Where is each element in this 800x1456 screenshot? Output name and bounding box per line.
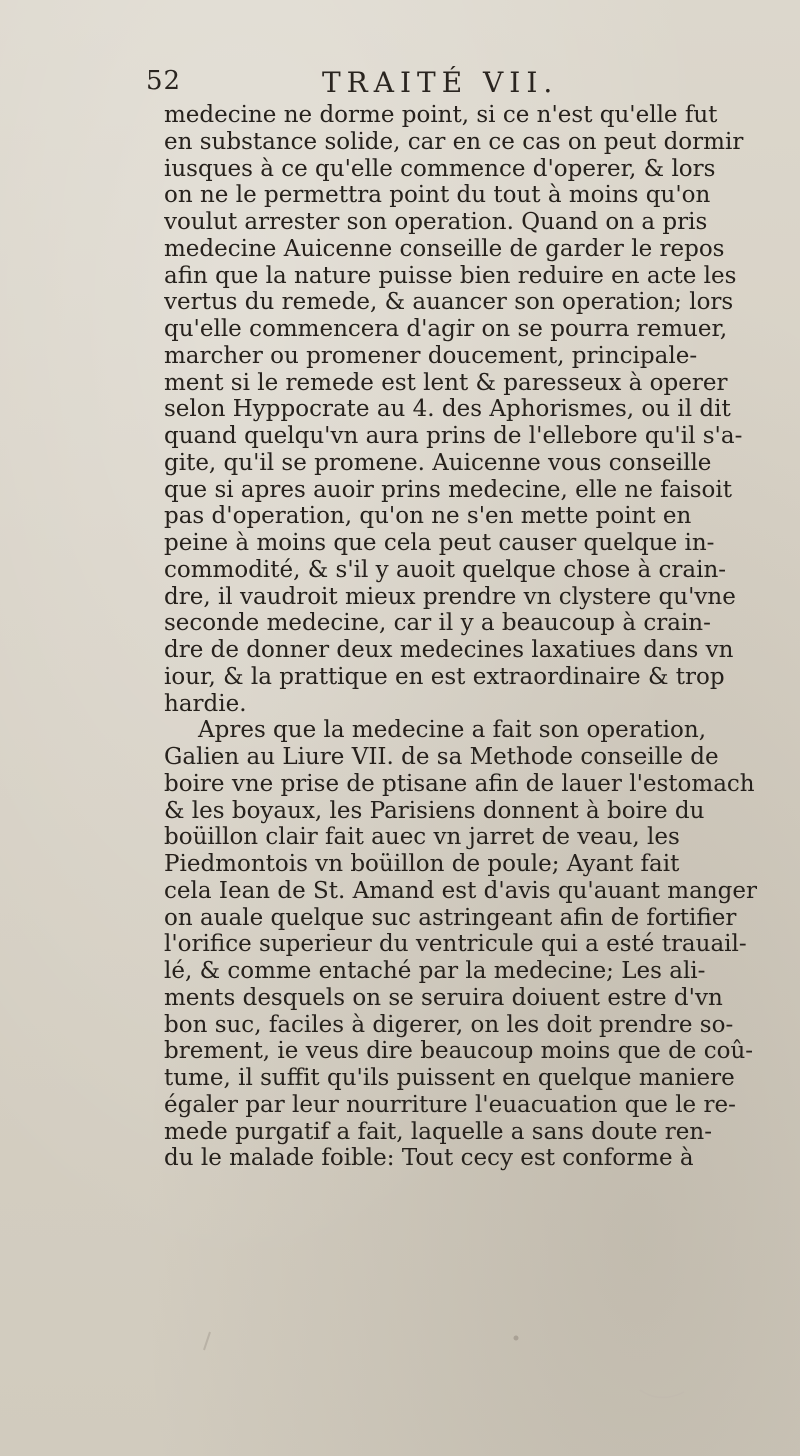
text-line: égaler par leur nourriture l'euacuation que le re- <box>164 1091 736 1118</box>
text-line: seconde medecine, car il y a beaucoup à crain- <box>164 610 711 637</box>
text-line: Galien au Liure VII. de sa Methode conseille de <box>164 744 719 770</box>
text-line: gite, qu'il se promene. Auicenne vous conseille <box>164 449 712 476</box>
text-line: pas d'operation, qu'on ne s'en mette point en <box>164 503 692 530</box>
text-line: selon Hyppocrate au 4. des Aphorismes, ou il dit <box>164 396 731 423</box>
text-line: brement, ie veus dire beaucoup moins que de coû- <box>164 1038 754 1065</box>
text-line: boire vne prise de ptisane afin de lauer l'estomach <box>164 770 755 797</box>
text-line: que si apres auoir prins medecine, elle ne faisoit <box>164 476 732 503</box>
text-line: iusques à ce qu'elle commence d'operer, & lors <box>164 155 716 182</box>
text-line: dre de donner deux medecines laxatiues dans vn <box>164 637 734 663</box>
text-line: afin que la nature puisse bien reduire en acte les <box>164 262 737 289</box>
text-line: Piedmontois vn boüillon de poule; Ayant fait <box>164 851 680 877</box>
text-line: iour, & la prattique en est extraordinaire & trop <box>164 663 725 690</box>
paper-marks <box>0 1320 800 1440</box>
text-line: & les boyaux, les Parisiens donnent à boire du <box>164 797 705 824</box>
paragraph-start-line: Apres que la medecine a fait son operation, <box>198 717 707 744</box>
text-line: ment si le remede est lent & paresseux à operer <box>164 369 728 396</box>
text-line: cela Iean de St. Amand est d'avis qu'auant manger <box>164 877 757 904</box>
text-line: commodité, & s'il y auoit quelque chose à crain- <box>164 556 727 583</box>
text-line: bon suc, faciles à digerer, on les doit prendre so- <box>164 1011 734 1038</box>
text-line: boüillon clair fait auec vn jarret de veau, les <box>164 824 680 851</box>
text-line: quand quelqu'vn aura prins de l'ellebore qu'il s'a- <box>164 423 743 449</box>
text-line: qu'elle commencera d'agir on se pourra remuer, <box>164 316 728 342</box>
text-line: peine à moins que cela peut causer quelque in- <box>164 530 715 556</box>
text-line: marcher ou promener doucement, principale- <box>164 342 698 369</box>
running-head: TRAITÉ VII. <box>322 66 559 99</box>
body-text <box>164 102 796 1172</box>
text-line: tume, il suffit qu'ils puissent en quelque maniere <box>164 1065 735 1091</box>
text-line: l'orifice superieur du ventricule qui a esté trauail- <box>164 931 747 958</box>
text-line: lé, & comme entaché par la medecine; Les ali- <box>164 958 706 984</box>
text-line: on auale quelque suc astringeant afin de fortifier <box>164 904 737 931</box>
text-line: mede purgatif a fait, laquelle a sans doute ren- <box>164 1118 712 1145</box>
text-line: medecine ne dorme point, si ce n'est qu'elle fut <box>164 102 718 128</box>
text-line: du le malade foible: Tout cecy est conforme à <box>164 1145 694 1172</box>
text-line: dre, il vaudroit mieux prendre vn clystere qu'vne <box>164 583 736 610</box>
text-line: medecine Auicenne conseille de garder le repos <box>164 235 725 262</box>
text-line: en substance solide, car en ce cas on peut dormir <box>164 128 744 155</box>
text-line: on ne le permettra point du tout à moins qu'on <box>164 182 711 209</box>
text-line: vertus du remede, & auancer son operation; lors <box>164 289 734 316</box>
text-line: hardie. <box>164 690 247 717</box>
text-line: ments desquels on se seruira doiuent estre d'vn <box>164 984 723 1011</box>
page-number: 52 <box>146 66 182 96</box>
text-line: voulut arrester son operation. Quand on a pris <box>164 209 708 235</box>
page-header <box>146 66 786 106</box>
